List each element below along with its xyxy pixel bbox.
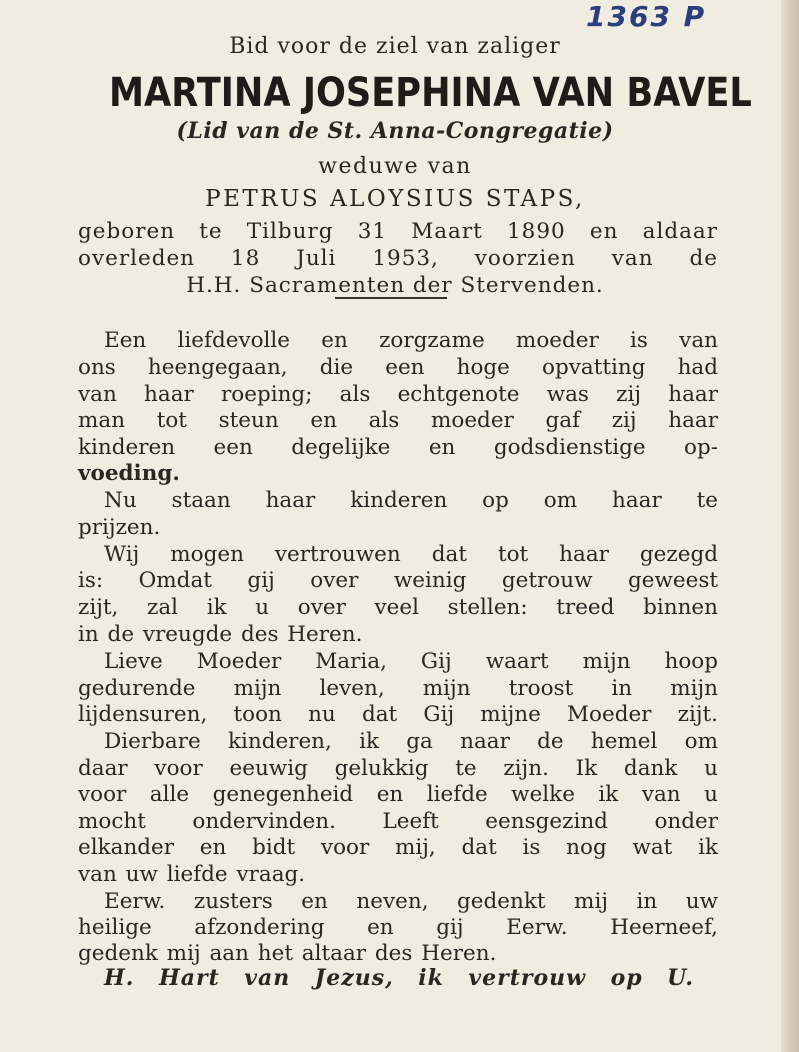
body-line: in de vreugde des Heren.: [78, 622, 363, 647]
body-line: voor alle genegenheid en liefde welke ik van u: [78, 782, 718, 807]
deceased-name: MARTINA JOSEPHINA VAN BAVEL: [109, 70, 752, 116]
body-line: Dierbare kinderen, ik ga naar de hemel om: [104, 729, 718, 754]
body-line: Wij mogen vertrouwen dat tot haar gezegd: [104, 542, 718, 567]
husband-name: PETRUS ALOYSIUS STAPS,: [205, 186, 585, 212]
body-line: voeding.: [78, 461, 180, 486]
body-line: gedurende mijn leven, mijn troost in mijn: [78, 676, 718, 701]
body-line: prijzen.: [78, 515, 161, 540]
body-line: Lieve Moeder Maria, Gij waart mijn hoop: [104, 649, 718, 674]
body-line: zijt, zal ik u over veel stellen: treed binnen: [78, 595, 718, 620]
body-line: elkander en bidt voor mij, dat is nog wat ik: [78, 835, 718, 860]
archive-number: 1363 P: [586, 0, 707, 33]
body-line: mocht ondervinden. Leeft eensgezind onder: [78, 809, 718, 834]
body-line: Nu staan haar kinderen op om haar te: [104, 488, 718, 513]
congregation-line: (Lid van de St. Anna-Congregatie): [176, 118, 614, 144]
bio-line: geboren te Tilburg 31 Maart 1890 en aldaar: [78, 219, 718, 244]
body-line: Eerw. zusters en neven, gedenkt mij in uw: [104, 889, 718, 914]
body-line: gedenk mij aan het altaar des Heren.: [78, 941, 497, 966]
divider-rule: [335, 297, 447, 299]
body-line: ons heengegaan, die een hoge opvatting had: [78, 355, 718, 380]
closing-prayer: H. Hart van Jezus, ik vertrouw op U.: [104, 965, 694, 991]
body-line: lijdensuren, toon nu dat Gij mijne Moeder zijt.: [78, 702, 718, 727]
body-line: man tot steun en als moeder gaf zij haar: [78, 408, 718, 433]
body-line: Een liefdevolle en zorgzame moeder is van: [104, 328, 718, 353]
body-line: daar voor eeuwig gelukkig te zijn. Ik dank u: [78, 756, 718, 781]
bio-line: H.H. Sacramenten der Stervenden.: [186, 273, 604, 298]
body-line: kinderen een degelijke en godsdienstige op-: [78, 435, 718, 460]
intro-line: Bid voor de ziel van zaliger: [229, 34, 561, 59]
card-edge: [781, 0, 799, 1052]
widow-of-line: weduwe van: [318, 154, 472, 179]
body-line: is: Omdat gij over weinig getrouw geweest: [78, 568, 718, 593]
body-line: heilige afzondering en gij Eerw. Heerneef,: [78, 915, 718, 940]
body-line: van uw liefde vraag.: [78, 862, 306, 887]
bio-line: overleden 18 Juli 1953, voorzien van de: [78, 246, 718, 271]
body-line: van haar roeping; als echtgenote was zij haar: [78, 382, 718, 407]
